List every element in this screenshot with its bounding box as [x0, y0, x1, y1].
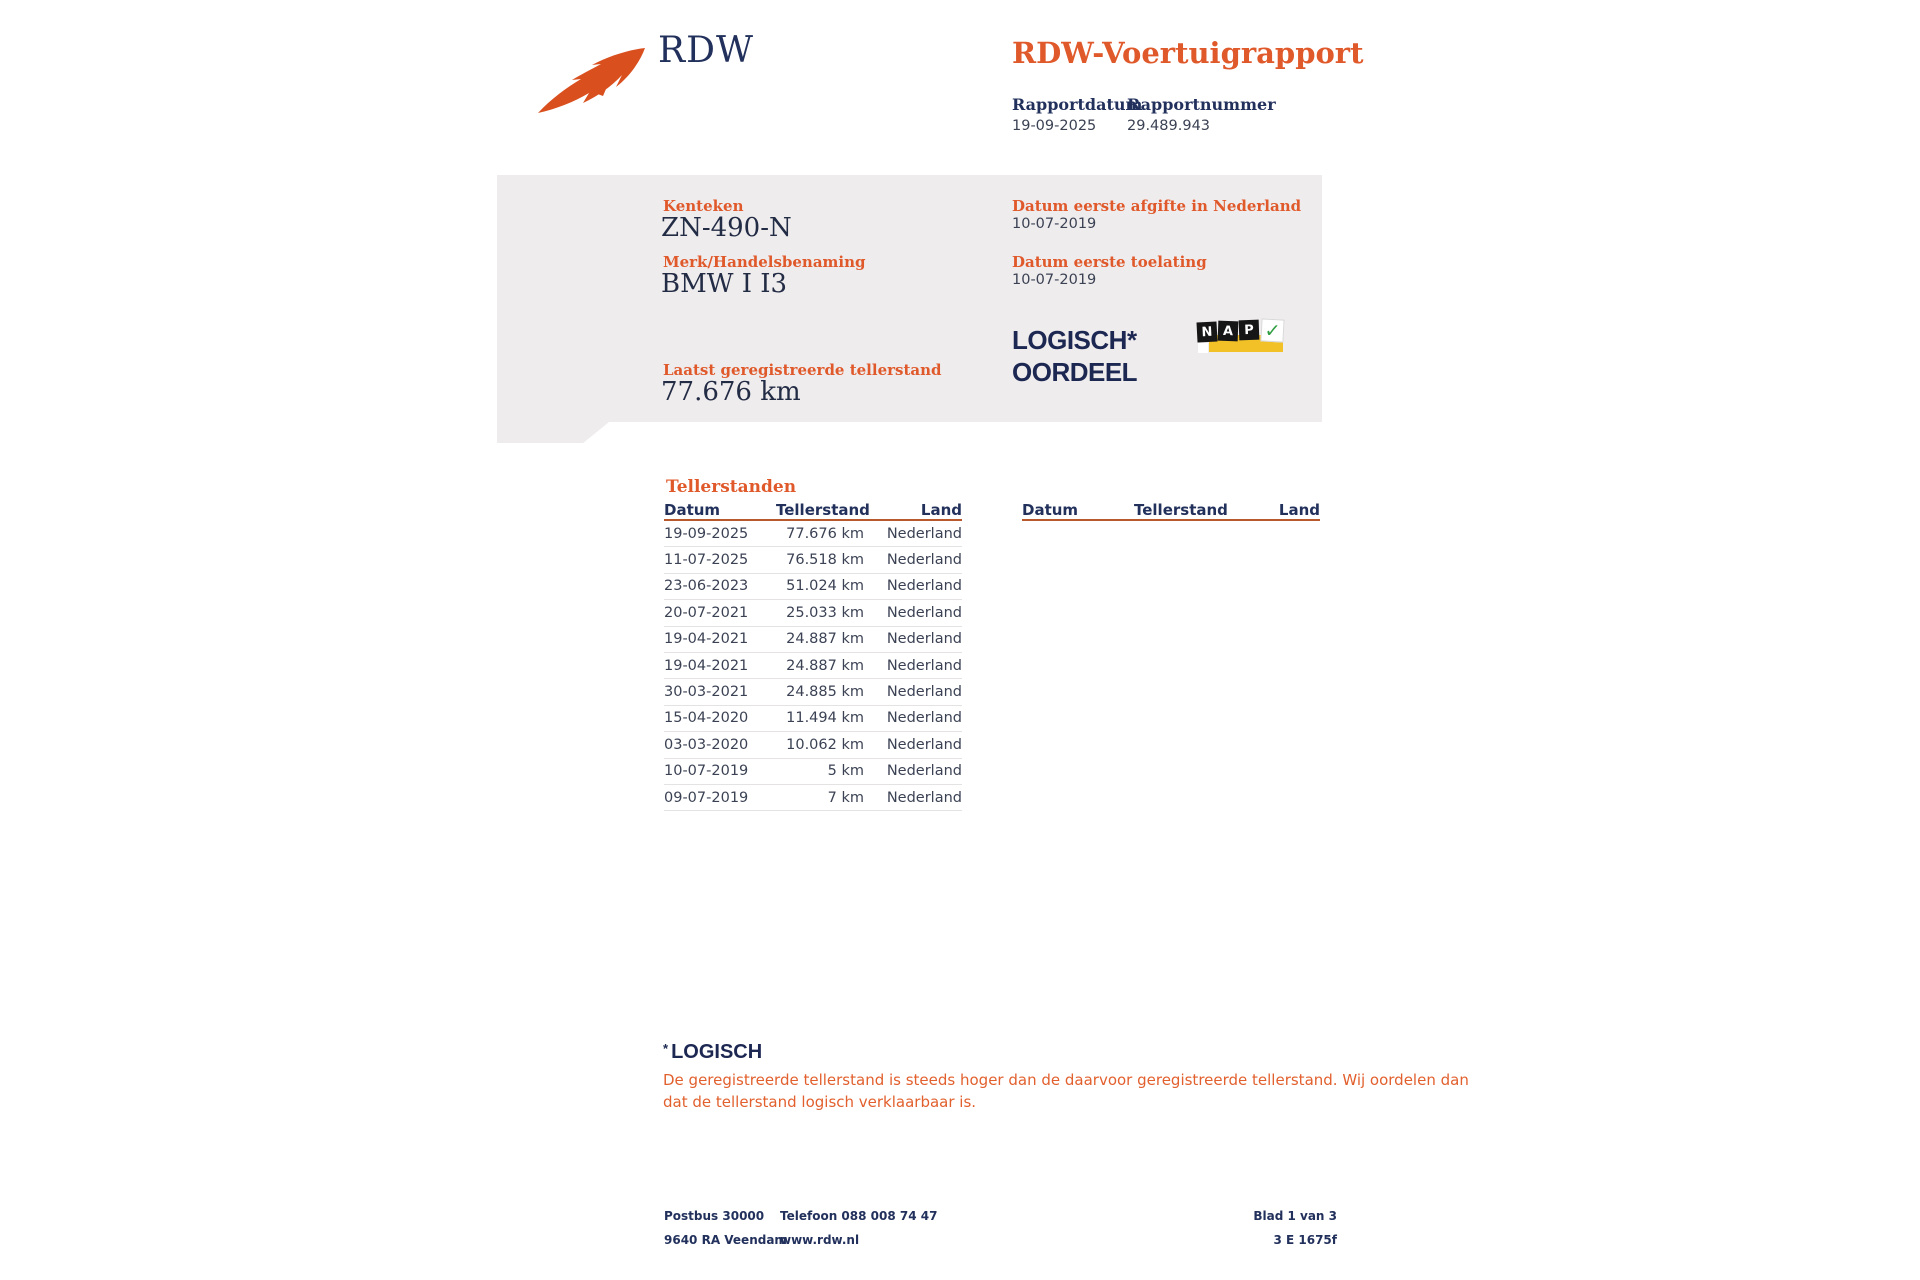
tellerstand-value: 77.676 km	[661, 377, 801, 407]
footnote-title: LOGISCH	[671, 1041, 763, 1063]
vehicle-summary-box-tab	[497, 422, 609, 443]
footer-doc-code: 3 E 1675f	[1273, 1233, 1337, 1247]
footnote-text-line2: dat de tellerstand logisch verklaarbaar is.	[663, 1093, 977, 1111]
kenteken-label: Kenteken	[663, 197, 744, 215]
table-row	[664, 547, 962, 573]
table-cell: 19-04-2021	[664, 657, 749, 674]
column-header-datum: Datum	[664, 501, 721, 519]
table-cell: 10-07-2019	[664, 763, 749, 780]
table-cell: 24.887 km	[786, 631, 864, 648]
footnote-marker: *	[663, 1041, 669, 1056]
table-cell: Nederland	[886, 631, 962, 648]
table-cell: Nederland	[886, 578, 962, 595]
table-cell: 5 km	[827, 763, 864, 780]
tellerstanden-table-empty	[1022, 499, 1320, 521]
column-header-land: Land	[1278, 501, 1320, 519]
table-cell: 24.887 km	[786, 657, 864, 674]
table-row	[664, 785, 962, 811]
table-cell: 24.885 km	[786, 684, 864, 701]
table-row	[664, 627, 962, 653]
report-date-value: 19-09-2025	[1012, 118, 1097, 134]
tellerstand-label: Laatst geregistreerde tellerstand	[663, 361, 942, 379]
table-cell: 30-03-2021	[664, 684, 749, 701]
table-cell: 09-07-2019	[664, 789, 749, 806]
page-title: RDW-Voertuigrapport	[1012, 36, 1364, 70]
report-date-label: Rapportdatum	[1012, 95, 1143, 114]
table-cell: 76.518 km	[786, 552, 864, 569]
table-row	[664, 653, 962, 679]
table-cell: Nederland	[886, 525, 962, 542]
table-cell: 19-04-2021	[664, 631, 749, 648]
table-cell: Nederland	[886, 604, 962, 621]
footnote-text-line1: De geregistreerde tellerstand is steeds hoger dan de daarvoor geregistreerde tellerstand. Wij oordelen dan	[663, 1071, 1469, 1089]
footer-page-number: Blad 1 van 3	[1253, 1209, 1337, 1223]
afgifte-label: Datum eerste afgifte in Nederland	[1012, 197, 1302, 215]
table-body	[664, 521, 962, 811]
table-cell: 20-07-2021	[664, 604, 749, 621]
table-row	[664, 679, 962, 705]
toelating-label: Datum eerste toelating	[1012, 253, 1207, 271]
rdw-logo-wordmark: RDW	[658, 30, 754, 71]
afgifte-value: 10-07-2019	[1012, 216, 1097, 232]
table-row	[664, 732, 962, 758]
table-cell: Nederland	[886, 710, 962, 727]
column-header-tellerstand: Tellerstand	[776, 501, 870, 519]
table-header-row	[1022, 499, 1320, 521]
table-cell: Nederland	[886, 789, 962, 806]
nap-white-square	[1198, 343, 1208, 353]
nap-check-icon: ✓	[1260, 318, 1284, 342]
table-cell: 51.024 km	[786, 578, 864, 595]
table-cell: 25.033 km	[786, 604, 864, 621]
table-cell: 11.494 km	[786, 710, 864, 727]
table-cell: Nederland	[886, 736, 962, 753]
rdw-logo-icon	[535, 46, 647, 116]
tellerstanden-heading: Tellerstanden	[666, 477, 797, 497]
nap-letter-a: A	[1218, 321, 1239, 342]
table-cell: 03-03-2020	[664, 736, 749, 753]
nap-logo	[1197, 319, 1297, 357]
table-row	[664, 600, 962, 626]
oordeel-line1: LOGISCH*	[1012, 325, 1137, 355]
table-row	[664, 706, 962, 732]
table-row	[664, 521, 962, 547]
table-row	[664, 574, 962, 600]
table-cell: 77.676 km	[786, 525, 864, 542]
table-cell: 15-04-2020	[664, 710, 749, 727]
report-number-label: Rapportnummer	[1127, 95, 1276, 114]
table-cell: 23-06-2023	[664, 578, 749, 595]
table-row	[664, 759, 962, 785]
table-cell: 7 km	[827, 789, 864, 806]
table-cell: Nederland	[886, 763, 962, 780]
footer-website: www.rdw.nl	[780, 1233, 860, 1247]
table-cell: Nederland	[886, 552, 962, 569]
tellerstanden-table	[664, 499, 962, 811]
footnote-heading	[663, 1042, 762, 1062]
table-cell: 11-07-2025	[664, 552, 749, 569]
table-header-row	[664, 499, 962, 521]
column-header-land: Land	[920, 501, 962, 519]
merk-label: Merk/Handelsbenaming	[663, 253, 866, 271]
oordeel-line2: OORDEEL	[1012, 357, 1138, 387]
table-cell: Nederland	[886, 657, 962, 674]
table-cell: 19-09-2025	[664, 525, 749, 542]
table-cell: 10.062 km	[786, 736, 864, 753]
column-header-datum: Datum	[1022, 501, 1079, 519]
table-cell: Nederland	[886, 684, 962, 701]
kenteken-value: ZN-490-N	[661, 213, 792, 243]
footer-address-line2: 9640 RA Veendam	[664, 1233, 787, 1247]
toelating-value: 10-07-2019	[1012, 272, 1097, 288]
nap-letter-p: P	[1239, 320, 1260, 341]
footer-phone: Telefoon 088 008 74 47	[780, 1209, 938, 1223]
nap-letter-n: N	[1196, 321, 1217, 342]
merk-value: BMW I I3	[661, 269, 788, 299]
footer-address-line1: Postbus 30000	[664, 1209, 765, 1223]
column-header-tellerstand: Tellerstand	[1134, 501, 1228, 519]
report-number-value: 29.489.943	[1127, 118, 1211, 134]
